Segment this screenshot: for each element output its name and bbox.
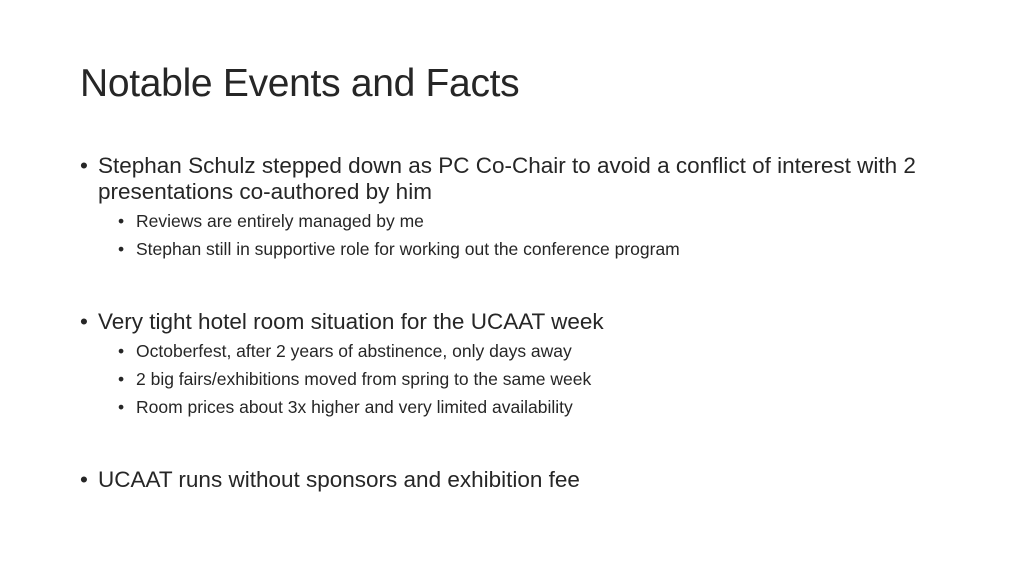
spacer [80, 421, 960, 467]
sub-bullet-text: Octoberfest, after 2 years of abstinence, only days away [136, 341, 572, 361]
sub-bullet-text: 2 big fairs/exhibitions moved from spring to the same week [136, 369, 592, 389]
bullet-icon: • [80, 153, 88, 178]
spacer [80, 263, 960, 309]
bullet-item [80, 309, 960, 335]
bullet-icon: • [118, 211, 125, 231]
slide-title: Notable Events and Facts [80, 62, 520, 105]
sub-bullet-item [80, 235, 960, 263]
sub-bullet-item [80, 207, 960, 235]
sub-bullet-list [80, 337, 960, 421]
bullet-text: UCAAT runs without sponsors and exhibition fee [98, 467, 580, 492]
bullet-item [80, 153, 960, 205]
sub-bullet-item [80, 337, 960, 365]
bullet-item [80, 467, 960, 493]
bullet-icon: • [118, 239, 125, 259]
bullet-text: Stephan Schulz stepped down as PC Co-Chair to avoid a conflict of interest with 2 presentations co-authored by him [98, 153, 916, 204]
sub-bullet-text: Room prices about 3x higher and very limited availability [136, 397, 573, 417]
bullet-icon: • [118, 341, 125, 361]
sub-bullet-text: Reviews are entirely managed by me [136, 211, 424, 231]
bullet-icon: • [118, 369, 125, 389]
bullet-icon: • [80, 309, 88, 334]
sub-bullet-item [80, 393, 960, 421]
bullet-icon: • [118, 397, 125, 417]
slide-body [80, 153, 960, 493]
bullet-text: Very tight hotel room situation for the UCAAT week [98, 309, 604, 334]
sub-bullet-item [80, 365, 960, 393]
sub-bullet-list [80, 207, 960, 263]
sub-bullet-text: Stephan still in supportive role for working out the conference program [136, 239, 680, 259]
bullet-icon: • [80, 467, 88, 492]
